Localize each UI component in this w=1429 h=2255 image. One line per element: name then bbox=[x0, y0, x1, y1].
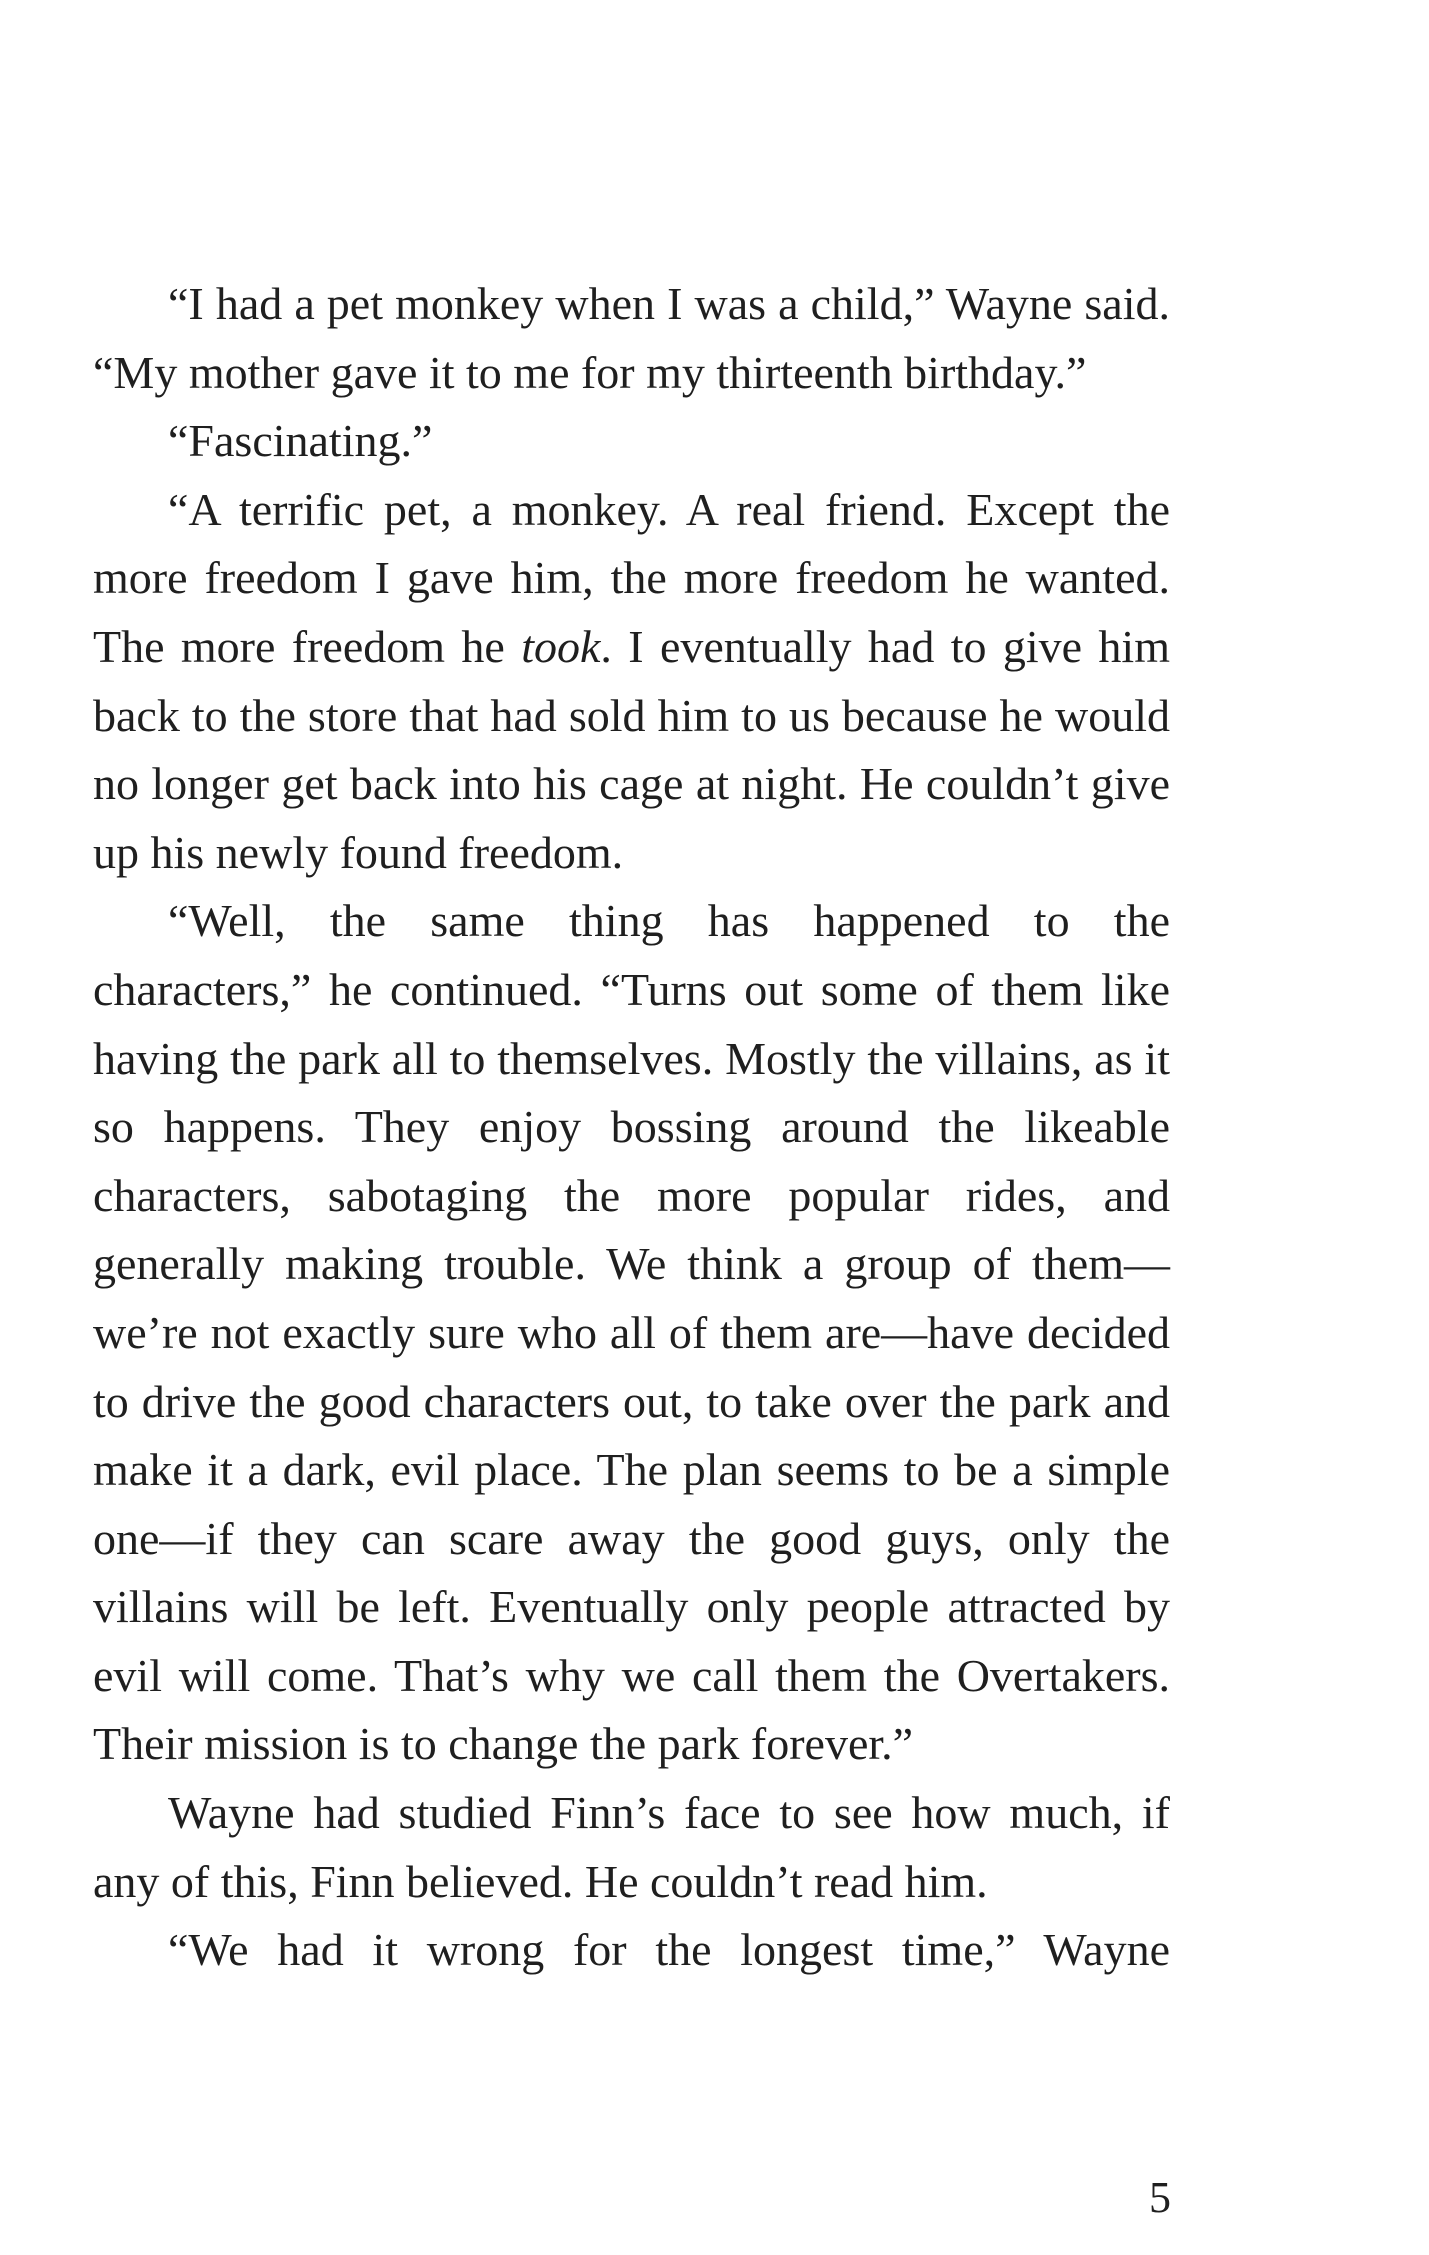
italic-emphasis: took bbox=[521, 620, 601, 672]
paragraph-1: “I had a pet monkey when I was a child,” Wayne said. “My mother gave it to me for my thirteenth birthday.” bbox=[93, 278, 1170, 398]
paragraph-5: Wayne had studied Finn’s face to see how much, if any of this, Finn believed. He couldn’t read him. bbox=[93, 1787, 1170, 1907]
paragraph-2: “Fascinating.” bbox=[168, 415, 433, 467]
paragraph-4: “Well, the same thing has happened to the characters,” he continued. “Turns out some of them like having the park all to themselves. Mostly the villains, as it so happens. They enjoy bossing around the likeable characters, sabotaging the more popular rides, and generally making trouble. We think a group of them—we’re not exactly sure who all of them are—have decided to drive the good characters out, to take over the park and make it a dark, evil place. The plan seems to be a simple one—if they can scare away the good guys, only the villains will be left. Eventually only people attracted by evil will come. That’s why we call them the Overtakers. Their mission is to change the park forever.” bbox=[93, 895, 1170, 1770]
body-text bbox=[93, 270, 1170, 1985]
page-number: 5 bbox=[1149, 2173, 1171, 2222]
paragraph-3: “A terrific pet, a monkey. A real friend. Except the more freedom I gave him, the more freedom he wanted. The more freedom he took. I eventually had to give him back to the store that had sold him to us because he would no longer get back into his cage at night. He couldn’t give up his newly found freedom. bbox=[93, 483, 1170, 878]
paragraph-6: “We had it wrong for the longest time,” Wayne bbox=[168, 1924, 1170, 1976]
